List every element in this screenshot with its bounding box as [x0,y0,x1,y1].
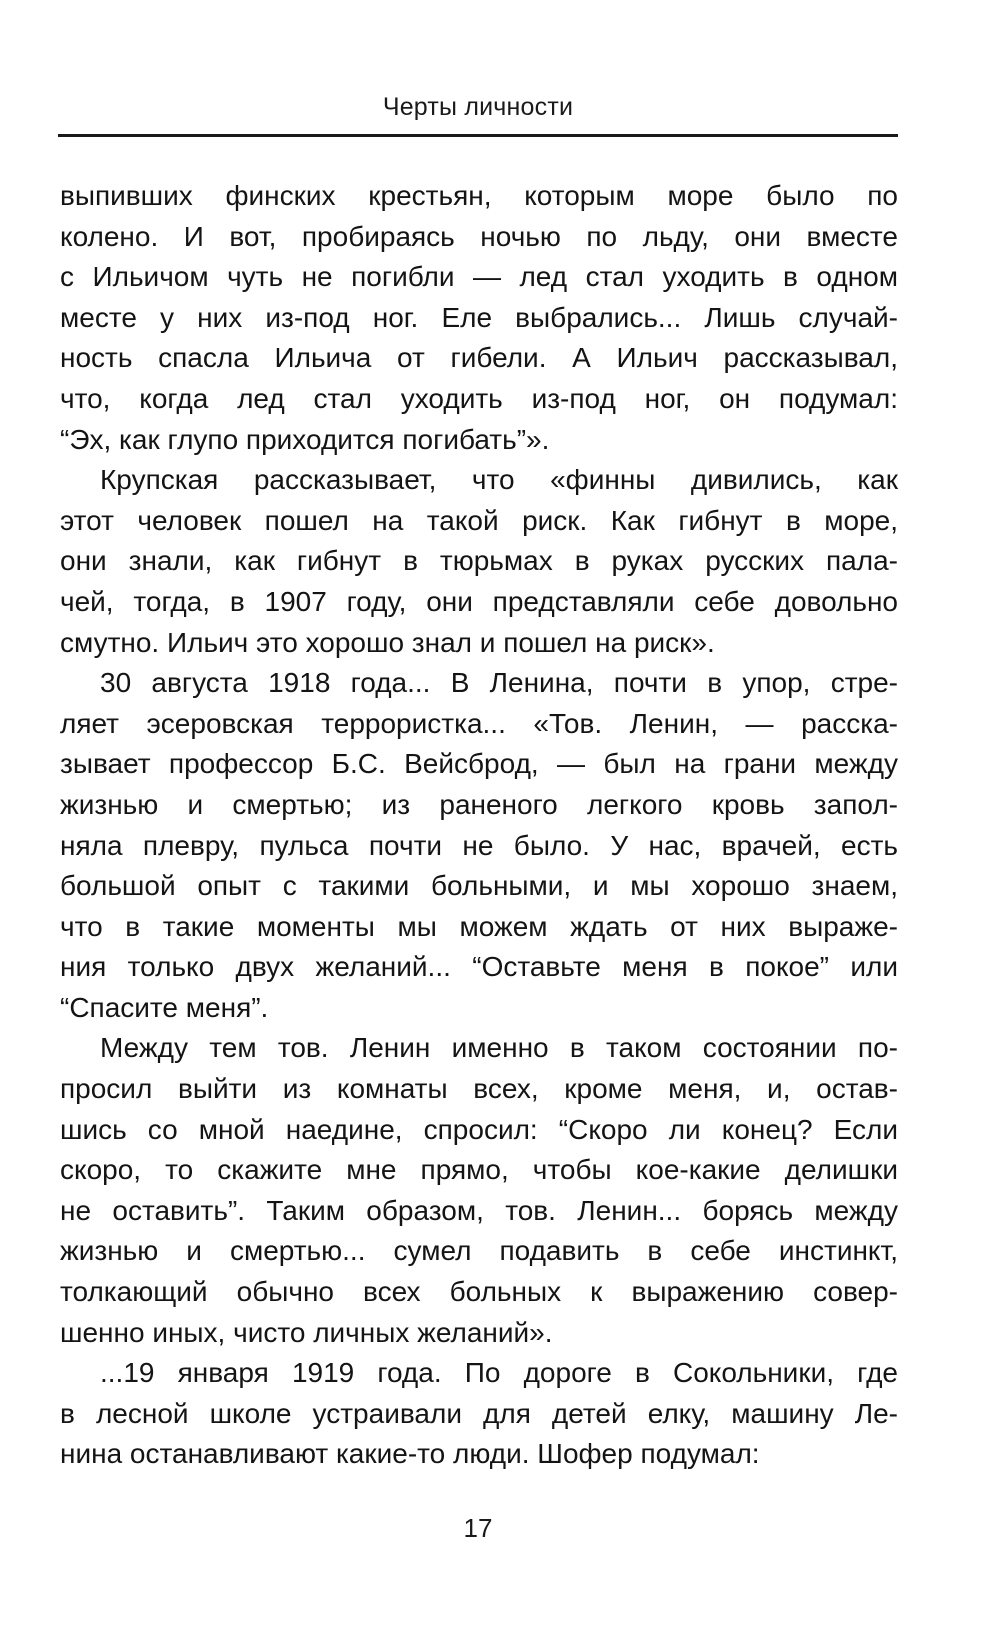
text-line: этот человек пошел на такой риск. Как гибнут в море, [60,504,898,536]
text-line: смутно. Ильич это хорошо знал и пошел на риск». [60,626,715,658]
text-line: просил выйти из комнаты всех, кроме меня, и, остав- [60,1073,898,1105]
text-line: Между тем тов. Ленин именно в таком состоянии по- [100,1032,898,1064]
body-text [60,176,898,1475]
text-line: ность спасла Ильича от гибели. А Ильич рассказывал, [60,342,898,374]
text-line: нина останавливают какие-то люди. Шофер подумал: [60,1438,760,1470]
text-line: выпивших финских крестьян, которым море было по [60,180,898,211]
paragraph [60,176,898,460]
text-line: “Спасите меня”. [60,991,269,1023]
text-line: зывает профессор Б.С. Вейсброд, — был на грани между [60,748,898,780]
text-line: большой опыт с такими больными, и мы хорошо знаем, [60,870,898,902]
text-line: месте у них из-под ног. Еле выбрались... Лишь случай- [60,301,898,333]
page-number: 17 [463,1513,493,1543]
running-head-title: Черты личности [382,93,574,121]
header-rule [58,134,898,137]
text-line: ляет эсеровская террористка... «Тов. Ленин, — расска- [60,707,898,739]
text-line: ...19 января 1919 года. По дороге в Сокольники, где [100,1357,898,1389]
paragraph [60,460,898,663]
text-line: не оставить”. Таким образом, тов. Ленин... борясь между [60,1194,898,1226]
text-line: чей, тогда, в 1907 году, они представляли себе довольно [60,585,898,617]
text-line: с Ильичом чуть не погибли — лед стал уходить в одном [60,261,898,293]
text-line: ния только двух желаний... “Оставьте меня в покое” или [60,951,898,983]
text-line: няла плевру, пульса почти не было. У нас, врачей, есть [60,829,898,861]
paragraph [60,1353,898,1475]
text-line: 30 августа 1918 года... В Ленина, почти в упор, стре- [100,667,898,699]
text-line: “Эх, как глупо приходится погибать”». [60,423,550,455]
text-line: что в такие моменты мы можем ждать от них выраже- [60,910,898,942]
text-line: жизнью и смертью; из раненого легкого кровь запол- [60,788,898,820]
text-line: что, когда лед стал уходить из-под ног, он подумал: [60,382,898,414]
paragraph [60,663,898,1028]
text-line: Крупская рассказывает, что «финны дивились, как [100,464,898,496]
text-line: жизнью и смертью... сумел подавить в себе инстинкт, [60,1235,898,1267]
text-line: шись со мной наедине, спросил: “Скоро ли конец? Если [60,1113,898,1145]
text-line: в лесной школе устраивали для детей елку, машину Ле- [60,1397,898,1429]
text-line: они знали, как гибнут в тюрьмах в руках русских пала- [60,545,898,577]
text-line: колено. И вот, пробираясь ночью по льду, они вместе [60,220,898,252]
text-line: скоро, то скажите мне прямо, чтобы кое-какие делишки [60,1154,898,1186]
paragraph [60,1028,898,1353]
text-line: шенно иных, чисто личных желаний». [60,1316,553,1348]
text-line: толкающий обычно всех больных к выражению совер- [60,1276,898,1308]
